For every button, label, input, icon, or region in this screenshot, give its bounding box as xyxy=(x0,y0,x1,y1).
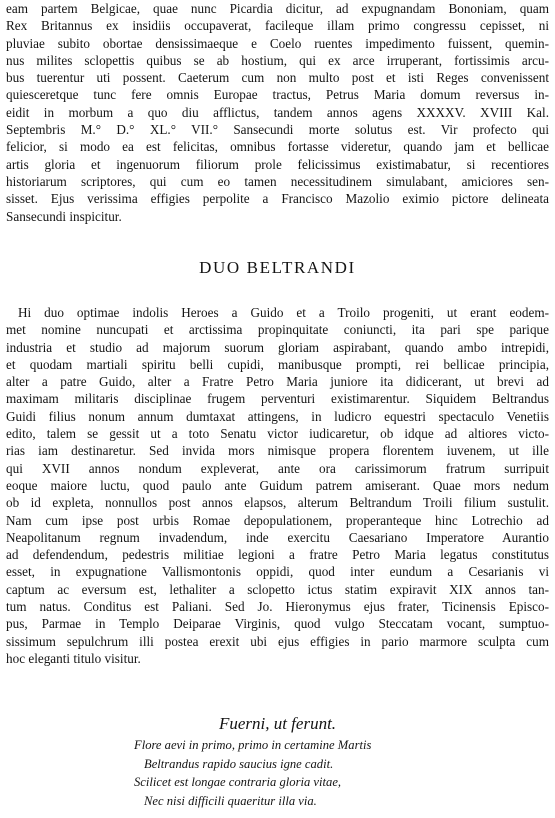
poem-line: Flore aevi in primo, primo in certamine Martis xyxy=(134,738,372,752)
section-heading: DUO BELTRANDI xyxy=(199,258,356,277)
text-line: Nam cum ipse post urbis Romae depopulationem, properanteque hinc Lotrechio ad xyxy=(6,512,549,528)
text-line: eidit in morbum a quo diu afflictus, tandem annos agens XXXXV. XVIII Kal. xyxy=(6,104,549,120)
text-line: edito, talem se gessit ut a toto Senatu victor iudicaretur, ob idque ad altiores victo- xyxy=(6,426,549,442)
text-line: artis gloria et ingenuorum filiorum prole felicissimus existimabatur, si recentiores xyxy=(6,156,549,172)
text-line: quiesceretque tunc fere omnis Europae tractus, Petrus Maria domum reversus in- xyxy=(6,87,549,103)
text-line: Sansecundi inspicitur. xyxy=(6,208,122,224)
text-line: qui XVII annos nondum expleverat, ante ora carissimorum fratrum surripuit xyxy=(6,460,549,476)
poem-line: Scilicet est longae contraria gloria vitae, xyxy=(134,775,342,790)
text-line: bus tuerentur uti possent. Caeterum cum non multo post et isti Reges convenissent xyxy=(6,70,549,86)
epitaph-poem xyxy=(134,736,454,810)
text-line: pluviae subito obortae densissimaeque e Coelo ruentes impedimento fuissent, quemin- xyxy=(6,35,549,51)
text-line: Hi duo optimae indolis Heroes a Guido et a Troilo progeniti, ut erant eodem- xyxy=(18,305,549,320)
text-line: ad defendendum, pedestris militiae legioni a fratre Petro Maria legatus constitutus xyxy=(6,547,549,563)
text-line: historiarum scriptores, qui cum eo tamen necessitudinem simulabant, amiciores sen- xyxy=(6,173,549,189)
text-line: pus, Parmae in Templo Deiparae Virginis, quod vulgo Steccatam vocant, sumptuo- xyxy=(6,616,549,632)
text-line: industria et studio ad majorum suorum gloriam aspirabant, quando ambo intrepidi, xyxy=(6,339,549,355)
text-line: captum ac eversum est, lethaliter a sclopetto ictus statim expiravit XIX annos tan- xyxy=(6,581,549,597)
text-line: ob id expleta, nonnullos post annos elapsos, alterum Beltrandum Troili filium sustulit. xyxy=(6,495,549,511)
text-line: met nomine nuncupati et arctissima propinquitate coniuncti, ita pari spe parique xyxy=(6,322,549,338)
text-line: esset, in expugnatione Vallismontonis oppidi, quod inter eundum a Cesarianis vi xyxy=(6,564,549,580)
text-line: felicior, si modo ea est felicitas, omnibus fortasse videretur, quando jam et bellicae xyxy=(6,139,549,155)
text-line: sisset. Ejus verissima effigies perpolite a Francisco Mazolio eximio pictore delineata xyxy=(6,191,549,207)
text-line: Septembris M.° D.° XL.° VII.° Sansecundi morte solutus est. Vir profecto qui xyxy=(6,122,549,138)
poem-line: Beltrandus rapido saucius igne cadit. xyxy=(144,756,334,771)
epigraph-title: Fuerni, ut ferunt. xyxy=(218,714,337,733)
text-line: maximam militaris disciplinae frugem perventuri existimarentur. Siquidem Beltrandus xyxy=(6,391,549,407)
text-line: Rex Britannus ex insidiis occupaverat, facileque illam primo congressu cepisset, ni xyxy=(6,18,549,34)
body-paragraph xyxy=(6,304,549,667)
text-line: hoc eleganti titulo visitur. xyxy=(6,650,141,666)
intro-paragraph xyxy=(6,0,549,225)
text-line: sissimum sepulchrum illi postea erexit ubi ejus effigies in pario marmore sculpta cum xyxy=(6,633,549,649)
text-line: Guidi filius nonum annum dumtaxat attingens, in ludicro equestri spectaculo Venetiis xyxy=(6,408,549,424)
text-line: nus milites sclopettis quibus se ab hostium, qui ex arce irruperant, fortissimis arcu- xyxy=(6,52,549,68)
text-line: et quodam martiali spiritu belli cupidi, manibusque prompti, rei bellicae principia, xyxy=(6,356,549,372)
text-line: eoque maiore luctu, quod paulo ante Guidum patrem amiserant. Quae mors nedum xyxy=(6,477,549,493)
text-line: alter a patre Guido, alter a Fratre Petro Maria juniore ita didicerant, ut brevi ad xyxy=(6,374,549,390)
text-line: tum natus. Conditus est Paliani. Sed Jo. Hieronymus ejus frater, Ticinensis Episco- xyxy=(6,599,549,615)
text-line: eam partem Belgicae, quae nunc Picardia dicitur, ad expugnandam Bononiam, quam xyxy=(6,1,549,16)
text-line: Neapolitanum regnum invadendum, inde exercitu Caesariano Imperatore Aurantio xyxy=(6,529,549,545)
text-line: rias iam destinaretur. Sed invida mors nimisque propera florentem iuvenem, ut ille xyxy=(6,443,549,459)
poem-line: Nec nisi difficili quaeritur illa via. xyxy=(144,793,317,808)
